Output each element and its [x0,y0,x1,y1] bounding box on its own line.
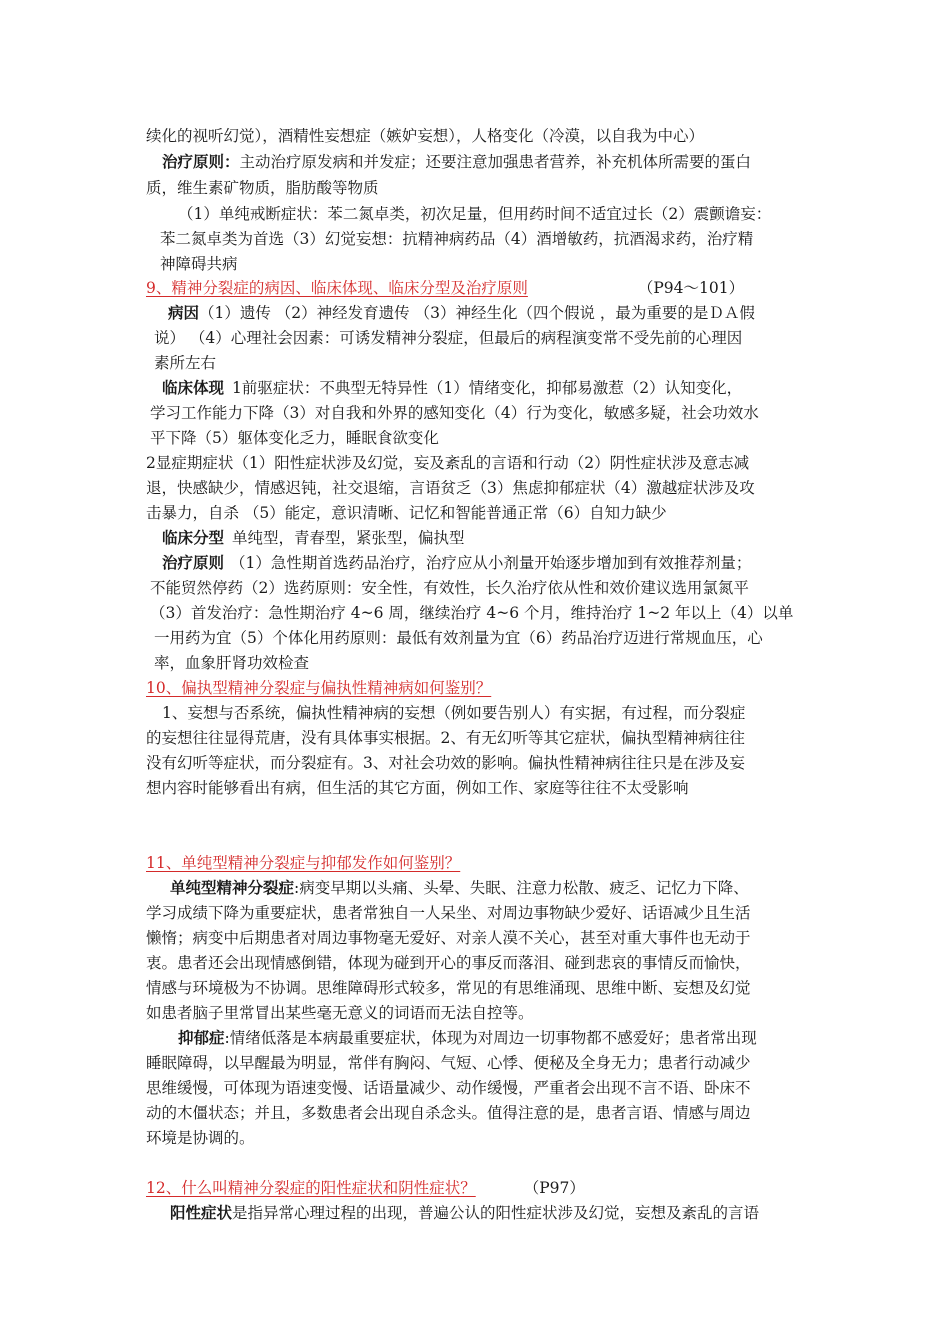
treatment-label: 治疗原则： [162,153,240,171]
text-line: 情感与环境极为不协调。思维障碍形式较多，常见的有思维涌现、思维中断、妄想及幻觉 [146,979,751,997]
page-ref: （P97） [523,1179,585,1197]
depression-label: 抑郁症 [178,1029,225,1047]
text-line: 2显症期症状（1）阳性症状涉及幻觉，妄及紊乱的言语和行动（2）阴性症状涉及意志减 [146,454,750,472]
text-line: 一用药为宜（5）个体化用药原则：最低有效剂量为宜（6）药品治疗迈进行常规血压，心 [154,629,763,647]
text-line: 懒惰；病变中后期患者对周边事物毫无爱好、对亲人漠不关心，甚至对重大事件也无动于 [146,929,751,947]
text-line: 苯二氮卓类为首选（3）幻觉妄想：抗精神病药品（4）酒增敏药，抗酒渴求药，治疗精 [160,230,754,248]
text-line: 没有幻听等症状，而分裂症有。3、对社会功效的影响。偏执性精神病往往只是在涉及妄 [146,754,745,772]
section-9-heading: 9、精神分裂症的病因、临床体现、临床分型及治疗原则 （P94～101） [146,279,745,297]
text-line: 质，维生素矿物质，脂肪酸等物质 [146,179,379,197]
text-line: 素所左右 [154,354,217,372]
clinical-label: 临床体现 [162,379,225,397]
simple-type-label: 单纯型精神分裂症 [170,879,295,897]
text-line: 治疗原则 （1）急性期首选药品治疗，治疗应从小剂量开始逐步增加到有效推荐剂量； [162,554,752,572]
text-line: 环境是协调的。 [146,1129,255,1147]
text-line: 不能贸然停药（2）选药原则：安全性，有效性，长久治疗依从性和效价建议选用氯氮平 [150,579,749,597]
positive-symptoms-label: 阳性症状 [170,1204,233,1222]
text-line: 学习工作能力下降（3）对自我和外界的感知变化（4）行为变化，敏感多疑，社会功效水 [150,404,759,422]
cause-label: 病因 [168,304,200,322]
text-line: 神障碍共病 [160,255,238,273]
text-line: （3）首发治疗：急性期治疗 4~6 周，继续治疗 4~6 个月，维持治疗 1~2 年以上（4）以单 [150,604,794,622]
text-line: （1）单纯戒断症状：苯二氮卓类，初次足量，但用药时间不适宜过长（2）震颤谵妄： [178,205,772,223]
text-line: 想内容时能够看出有病，但生活的其它方面，例如工作、家庭等往往不太受影响 [146,779,689,797]
treat-label: 治疗原则 [162,554,225,572]
text-line: 说） （4）心理社会因素：可诱发精神分裂症，但最后的病程演变常不受先前的心理因 [154,329,743,347]
text-line: 平下降（5）躯体变化乏力，睡眠食欲变化 [150,429,439,447]
text-line: 率，血象肝肾功效检查 [154,654,310,672]
text-line: 临床分型 单纯型，青春型，紧张型，偏执型 [162,529,465,547]
text-line: 续化的视听幻觉），酒精性妄想症（嫉妒妄想），人格变化（冷漠，以自我为中心） [146,127,705,145]
text-line: 抑郁症:情绪低落是本病最重要症状，体现为对周边一切事物都不感爱好；患者常出现 [178,1029,757,1047]
types-label: 临床分型 [162,529,225,547]
text-line: 治疗原则：主动治疗原发病和并发症；还要注意加强患者营养，补充机体所需要的蛋白 [162,153,752,171]
text-line: 病因（1）遗传 （2）神经发育遗传 （3）神经生化（四个假说 ，最为重要的是ＤＡ假 [168,304,755,322]
text-line: 睡眠障碍，以早醒最为明显，常伴有胸闷、气短、心悸、便秘及全身无力；患者行动减少 [146,1054,751,1072]
text-line: 阳性症状是指异常心理过程的出现，普遍公认的阳性症状涉及幻觉，妄想及紊乱的言语 [170,1204,760,1222]
page-ref: （P94～101） [637,279,745,297]
text-line: 击暴力，自杀 （5）能定，意识清晰、记忆和智能普通正常（6）自知力缺少 [146,504,667,522]
text-line: 临床体现 1前驱症状：不典型无特异性（1）情绪变化，抑郁易激惹（2）认知变化， [162,379,743,397]
text-line: 的妄想往往显得荒唐，没有具体事实根据。2、有无幻听等其它症状，偏执型精神病往往 [146,729,745,747]
text-line: 1、妄想与否系统，偏执性精神病的妄想（例如要告别人）有实据，有过程，而分裂症 [162,704,746,722]
section-11-heading: 11、单纯型精神分裂症与抑郁发作如何鉴别？ [146,854,461,872]
section-12-heading: 12、什么叫精神分裂症的阳性症状和阴性症状？ （P97） [146,1179,585,1197]
text-line: 学习成绩下降为重要症状，患者常独自一人呆坐、对周边事物缺少爱好、话语减少且生活 [146,904,751,922]
text-line: 退，快感缺少，情感迟钝，社交退缩，言语贫乏（3）焦虑抑郁症状（4）激越症状涉及攻 [146,479,755,497]
text-line: 单纯型精神分裂症:病变早期以头痛、头晕、失眠、注意力松散、疲乏、记忆力下降、 [170,879,749,897]
text-line: 思维缓慢，可体现为语速变慢、话语量减少、动作缓慢，严重者会出现不言不语、卧床不 [146,1079,751,1097]
text-line: 动的木僵状态；并且，多数患者会出现自杀念头。值得注意的是，患者言语、情感与周边 [146,1104,751,1122]
text-line: 衷。患者还会出现情感倒错，体现为碰到开心的事反而落泪、碰到悲哀的事情反而愉快， [146,954,751,972]
section-10-heading: 10、偏执型精神分裂症与偏执性精神病如何鉴别？ [146,679,492,697]
text-line: 如患者脑子里常冒出某些毫无意义的词语而无法自控等。 [146,1004,534,1022]
